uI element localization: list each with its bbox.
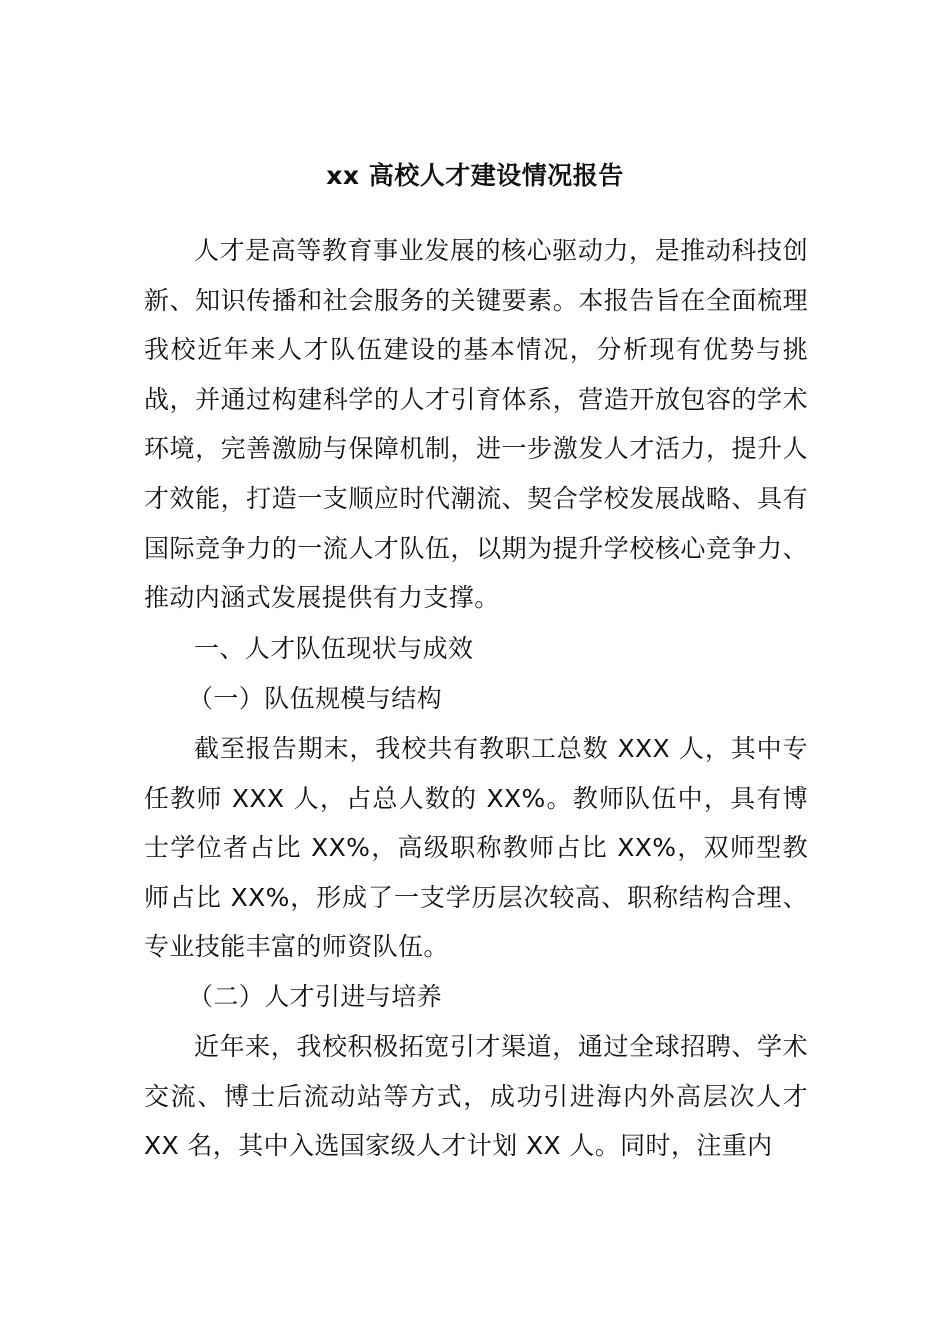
subsection-heading-2: （二）人才引进与培养 [188,982,443,1011]
intro-paragraph: 人才是高等教育事业发展的核心驱动力，是推动科技创新、知识传播和社会服务的关键要素。本报告旨在全面梳理我校近年来人才队伍建设的基本情况，分析现有优势与挑战，并通过构建科学的人才引育体系，营造开放包容的学术环境，完善激励与保障机制，进一步激发人才活力，提升人才效能，打造一支顺应时代潮流、契合学校发展战略、具有国际竞争力的一流人才队伍，以期为提升学校核心竞争力、推动内涵式发展提供有力支撑。 [144,236,808,613]
section-heading-1: 一、人才队伍现状与成效 [194,634,474,663]
subsection-2-paragraph: 近年来，我校积极拓宽引才渠道，通过全球招聘、学术交流、博士后流动站等方式，成功引进海内外高层次人才 XX 名，其中入选国家级人才计划 XX 人。同时，注重内 [144,1032,808,1161]
document-title: xx 高校人才建设情况报告 [326,161,624,190]
subsection-heading-1: （一）队伍规模与结构 [188,684,443,713]
subsection-1-paragraph: 截至报告期末，我校共有教职工总数 XXX 人，其中专任教师 XXX 人，占总人数的 XX%。教师队伍中，具有博士学位者占比 XX%，高级职称教师占比 XX%，双师型教师占比 XX%，形成了一支学历层次较高、职称结构合理、专业技能丰富的师资队伍。 [144,734,808,962]
